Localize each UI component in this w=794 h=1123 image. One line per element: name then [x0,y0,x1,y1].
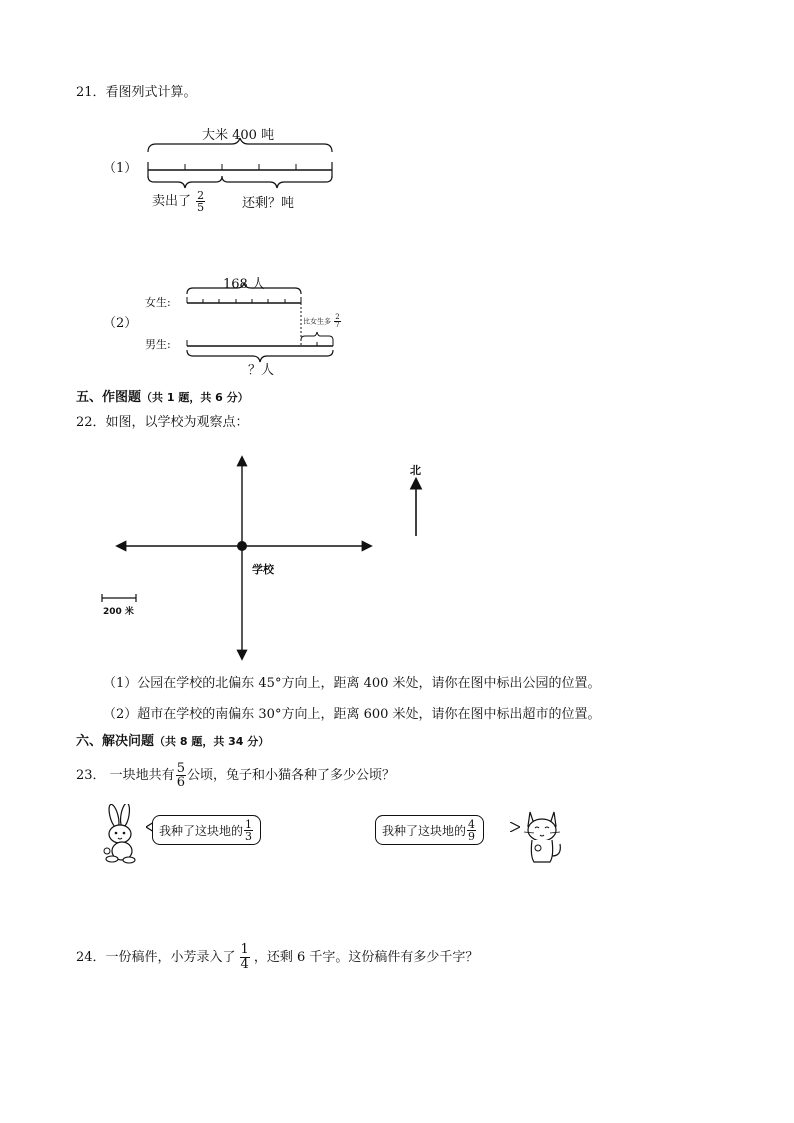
q23-frac-den: 6 [176,775,185,790]
q24-frac-den: 4 [240,957,249,972]
q24-frac-num: 1 [240,942,249,957]
cat-speech-bubble [375,815,484,845]
section5-heading [76,390,249,406]
cat-frac-num: 4 [468,817,476,831]
section6-title: 六、解决问题 [76,734,155,749]
sold-text: 卖出了 [152,194,192,209]
rabbit-frac-num: 1 [245,817,253,831]
q23-suffix: 公顷，兔子和小猫各种了多少公顷？ [186,767,395,783]
students-line-diagram [145,270,345,380]
cat-fraction [467,819,476,842]
rabbit-fraction [244,819,253,842]
scale-label: 200 米 [103,607,134,617]
section6-note: （共 8 题，共 34 分） [154,735,270,748]
q23-fraction [176,762,186,789]
q21-title: 21．看图列式计算。 [76,85,197,100]
rabbit-frac-den: 3 [245,829,253,843]
sold-frac-num: 2 [197,189,205,202]
q24-suffix: ，还剩 6 千字。这份稿件有多少千字？ [253,949,479,965]
sold-frac-den: 5 [197,201,205,214]
q21-sub2-label: （2） [103,316,138,331]
ratio-frac-num: 2 [335,313,340,321]
q21-sub1-label: （1） [103,161,138,176]
remain-label: 还剩？吨 [242,196,295,211]
north-label: 北 [410,464,421,477]
ratio-frac-den: 7 [335,321,340,329]
rabbit-speech-bubble [152,815,261,845]
girls-total-label: 168 人 [223,277,265,292]
rabbit-speech-text: 我种了这块地的 [159,823,244,838]
section5-title: 五、作图题 [76,390,142,405]
section6-heading [76,734,269,750]
cat-speech-text: 我种了这块地的 [382,823,467,838]
q24-fraction [240,943,250,972]
q22-part2: （2）超市在学校的南偏东 30°方向上，距离 600 米处，请你在图中标出超市的位置。 [103,707,601,722]
girls-label: 女生: [145,296,171,309]
q24-prefix: 24．一份稿件，小芳录入了 [76,949,236,965]
q22-part1: （1）公园在学校的北偏东 45°方向上，距离 400 米处，请你在图中标出公园的位置。 [103,676,601,691]
cat-illustration [520,804,566,866]
compass-diagram [90,450,450,666]
ratio-fraction [334,314,340,329]
sold-label [152,190,206,213]
sold-fraction [196,190,205,213]
ratio-text: 比女生多 [303,317,331,326]
q23-text [76,762,395,789]
school-label: 学校 [252,563,274,576]
cat-bubble-tail [510,822,520,832]
ratio-label [303,314,342,329]
rice-line-diagram [140,120,340,220]
q23-prefix: 23． 一块地共有 [76,767,175,783]
q22-title: 22．如图，以学校为观察点： [76,415,249,430]
boys-total-label: ？人 [248,363,275,378]
boys-label: 男生: [145,338,171,351]
cat-frac-den: 9 [468,829,476,843]
q24-text [76,943,478,972]
rice-total-label: 大米 400 吨 [202,128,275,143]
section5-note: （共 1 题，共 6 分） [141,391,249,404]
rabbit-illustration [96,804,150,864]
q23-frac-num: 5 [176,761,185,776]
